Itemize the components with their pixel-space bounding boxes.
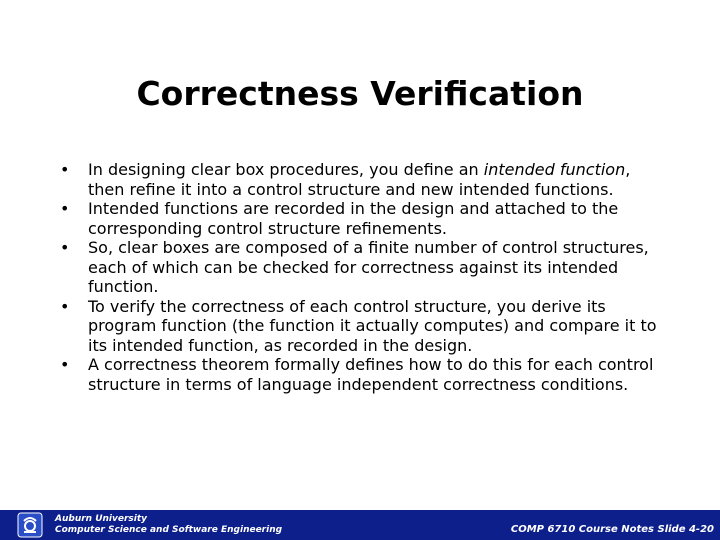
footer-org-line1: Auburn University (55, 514, 148, 524)
auburn-cse-logo-icon (17, 512, 43, 538)
footer-organization (55, 514, 282, 536)
bullet-text: A correctness theorem formally defines how to do this for each control structure in terms of language independent correctness conditions. (88, 355, 654, 394)
bullet-item (60, 355, 670, 394)
bullet-text: So, clear boxes are composed of a finite number of control structures, each of which can be checked for correctness against its intended function. (88, 238, 649, 296)
bullet-dot-icon: • (60, 199, 70, 218)
bullet-list (60, 160, 670, 394)
bullet-item (60, 297, 670, 356)
bullet-dot-icon: • (60, 160, 70, 179)
footer-bar (0, 510, 720, 540)
bullet-item (60, 160, 670, 199)
slide-title: Correctness Verification (136, 74, 584, 113)
bullet-text: Intended functions are recorded in the design and attached to the corresponding control structure refinements. (88, 199, 619, 238)
footer-slide-number: COMP 6710 Course Notes Slide 4-20 (510, 524, 714, 535)
footer-org-line2: Computer Science and Software Engineering (55, 525, 283, 535)
bullet-text: In designing clear box procedures, you define an (88, 160, 484, 179)
bullet-dot-icon: • (60, 238, 70, 257)
bullet-text-emphasis: intended function (483, 160, 626, 179)
bullet-item (60, 199, 670, 238)
bullet-text: To verify the correctness of each control structure, you derive its program function (the function it actually computes) and compare it to its intended function, as recorded in the design. (88, 296, 657, 355)
bullet-dot-icon: • (60, 296, 70, 316)
bullet-text: , then refine it into a control structure and new intended functions. (88, 160, 631, 199)
bullet-dot-icon: • (60, 355, 70, 374)
bullet-item (60, 238, 670, 297)
